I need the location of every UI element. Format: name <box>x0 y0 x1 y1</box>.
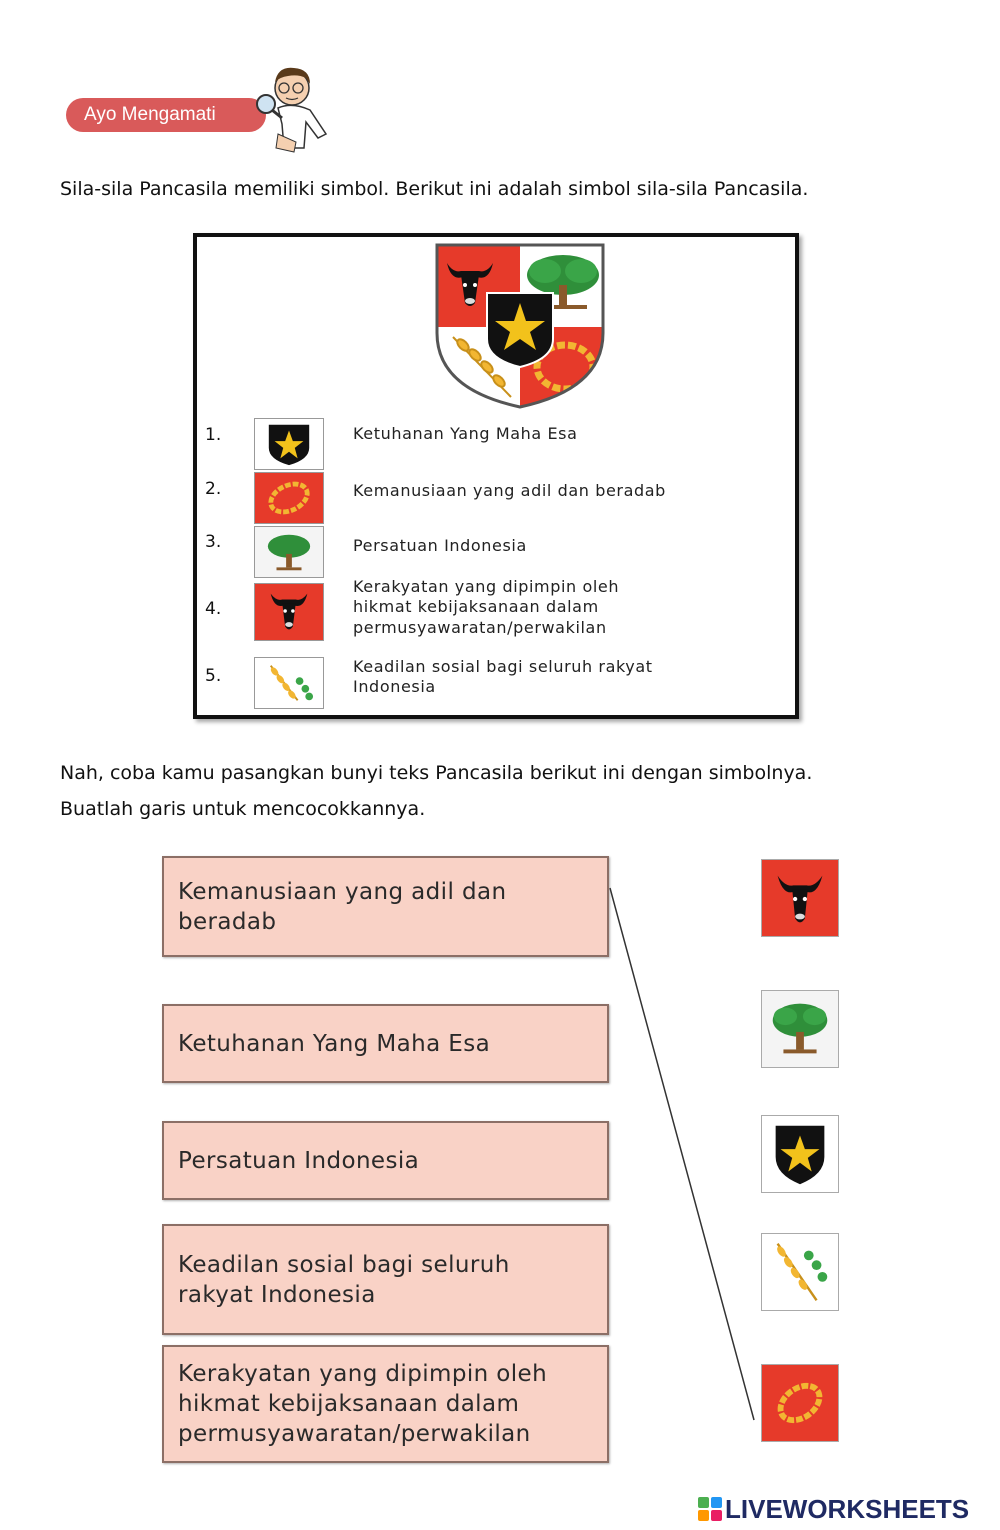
chain-icon[interactable] <box>761 1364 839 1442</box>
star-shield-icon[interactable] <box>761 1115 839 1193</box>
legend-text: Keadilan sosial bagi seluruh rakyat <box>353 657 653 676</box>
match-text-line: hikmat kebijaksanaan dalam <box>178 1391 520 1417</box>
pancasila-shield-crest <box>433 241 607 409</box>
liveworksheets-logo[interactable] <box>698 1494 969 1524</box>
logo-mark-icon <box>698 1497 722 1521</box>
instruction-line-2: Buatlah garis untuk mencocokkannya. <box>60 798 426 820</box>
match-text-line: Ketuhanan Yang Maha Esa <box>178 1030 491 1057</box>
match-text-box-5[interactable] <box>162 1345 609 1463</box>
match-text-line: Keadilan sosial bagi seluruh <box>178 1251 510 1278</box>
legend-text: permusyawaratan/perwakilan <box>353 618 607 637</box>
brand-name: LIVEWORKSHEETS <box>725 1493 970 1524</box>
legend-text: Persatuan Indonesia <box>353 536 527 555</box>
legend-number: 5. <box>205 666 222 686</box>
star-shield-icon <box>254 418 324 470</box>
match-text-line: rakyat Indonesia <box>178 1281 376 1308</box>
legend-number: 3. <box>205 532 222 552</box>
bull-head-icon[interactable] <box>761 859 839 937</box>
instruction-line-1: Nah, coba kamu pasangkan bunyi teks Pancasila berikut ini dengan simbolnya. <box>60 762 813 784</box>
boy-magnifier-illustration <box>248 64 332 154</box>
match-text-line: permusyawaratan/perwakilan <box>178 1421 531 1447</box>
section-badge: Ayo Mengamati <box>66 98 266 132</box>
banyan-tree-icon <box>254 526 324 578</box>
legend-number: 1. <box>205 425 222 445</box>
rice-cotton-icon <box>254 657 324 709</box>
rice-cotton-icon[interactable] <box>761 1233 839 1311</box>
match-text-box-3[interactable] <box>162 1121 609 1200</box>
legend-text: Kerakyatan yang dipimpin oleh <box>353 577 620 596</box>
intro-text: Sila-sila Pancasila memiliki simbol. Berikut ini adalah simbol sila-sila Pancasila. <box>60 178 809 200</box>
legend-text: Ketuhanan Yang Maha Esa <box>353 424 578 443</box>
match-text-box-1[interactable] <box>162 856 609 957</box>
legend-number: 4. <box>205 599 222 619</box>
legend-text: hikmat kebijaksanaan dalam <box>353 597 599 616</box>
match-text-line: beradab <box>178 908 277 935</box>
match-text-line: Kemanusiaan yang adil dan <box>178 878 507 905</box>
bull-head-icon <box>254 583 324 641</box>
match-text-line: Kerakyatan yang dipimpin oleh <box>178 1361 548 1387</box>
match-text-box-2[interactable] <box>162 1004 609 1083</box>
chain-icon <box>254 472 324 524</box>
match-text-box-4[interactable] <box>162 1224 609 1335</box>
legend-number: 2. <box>205 479 222 499</box>
match-text-line: Persatuan Indonesia <box>178 1147 420 1174</box>
banyan-tree-icon[interactable] <box>761 990 839 1068</box>
legend-text: Indonesia <box>353 677 436 696</box>
legend-text: Kemanusiaan yang adil dan beradab <box>353 481 666 500</box>
